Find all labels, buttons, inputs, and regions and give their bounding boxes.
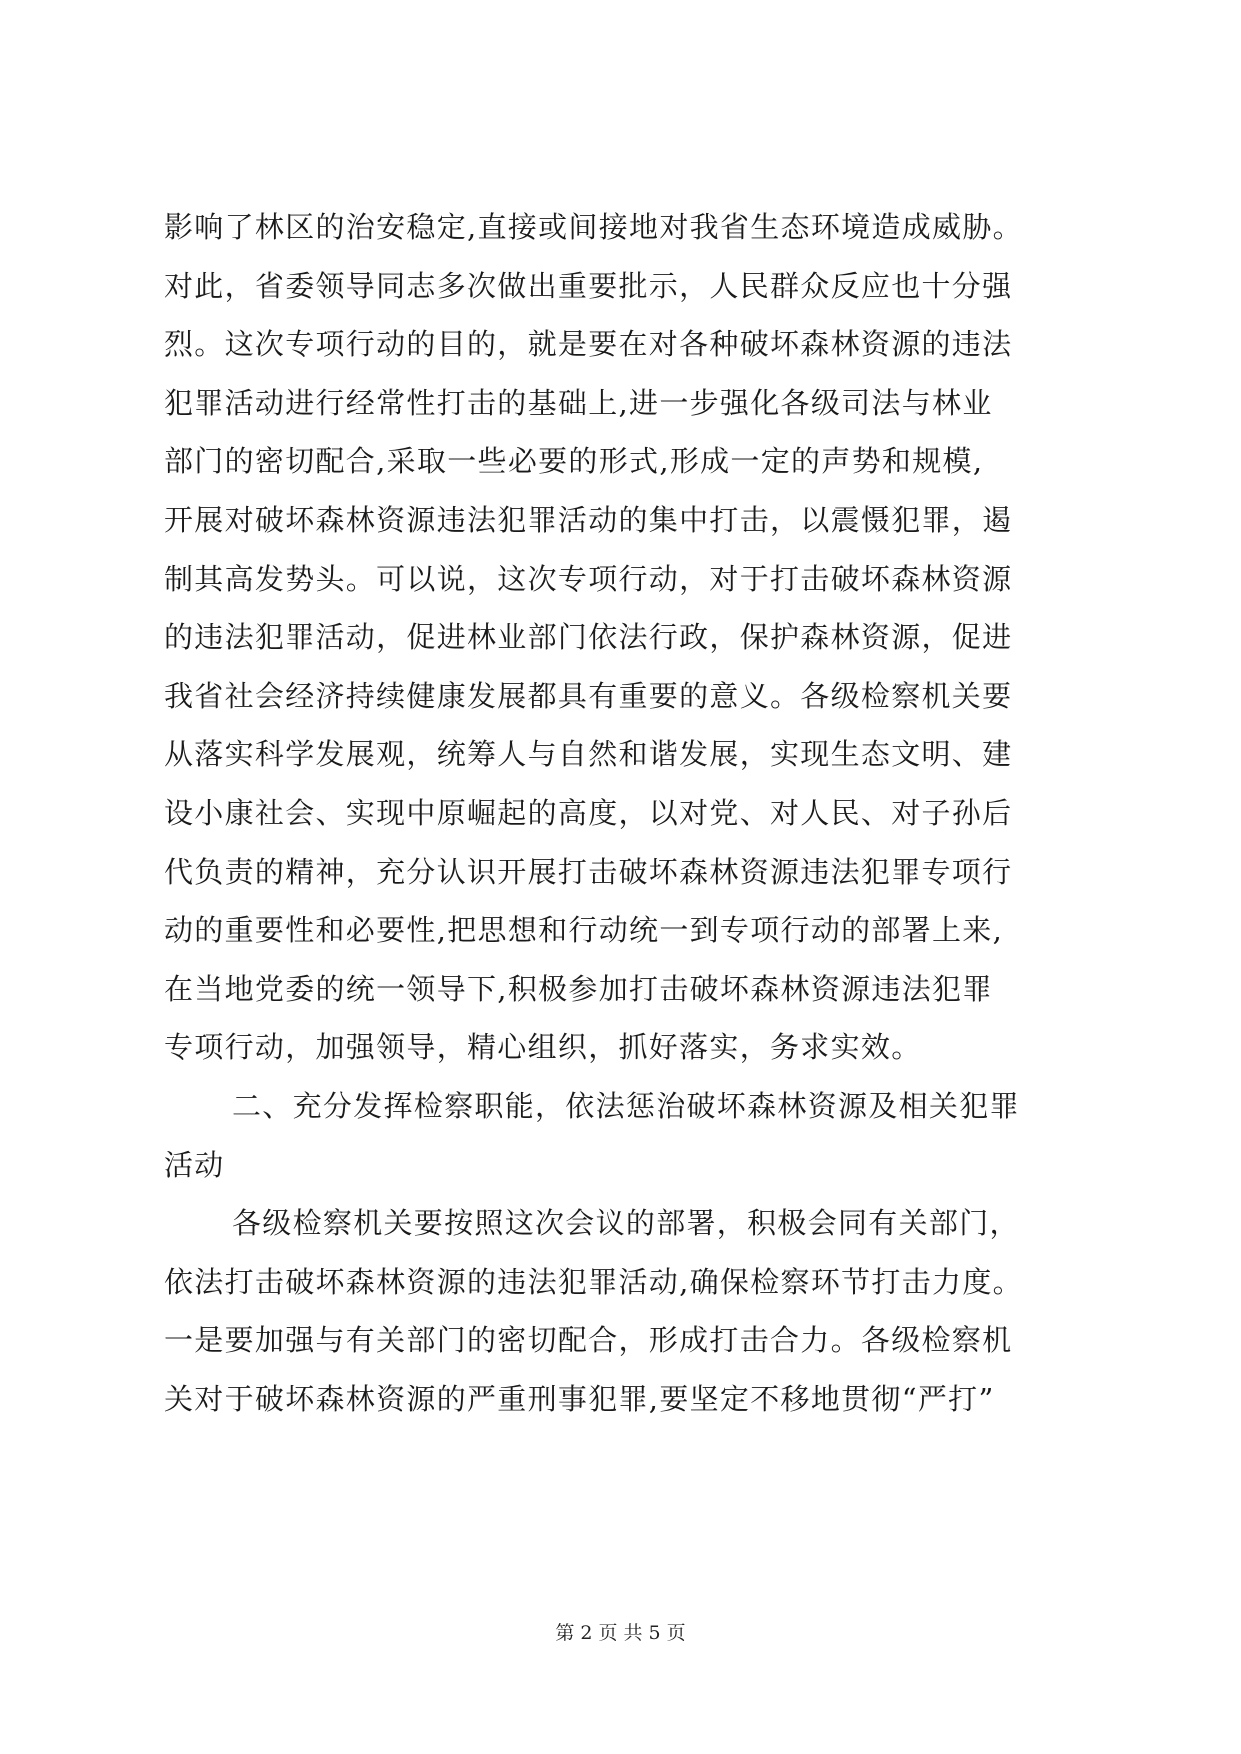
text-line: 活动 xyxy=(164,1147,225,1182)
text-line: 依法打击破坏森林资源的违法犯罪活动,确保检察环节打击力度。 xyxy=(164,1264,1023,1299)
text-line: 代负责的精神，充分认识开展打击破坏森林资源违法犯罪专项行 xyxy=(164,854,1013,889)
text-line: 在当地党委的统一领导下,积极参加打击破坏森林资源违法犯罪 xyxy=(164,971,993,1006)
text-line: 开展对破坏森林资源违法犯罪活动的集中打击，以震慑犯罪，遏 xyxy=(164,503,1013,537)
text-line: 烈。这次专项行动的目的，就是要在对各种破坏森林资源的违法 xyxy=(164,327,1013,362)
text-line: 二、充分发挥检察职能，依法惩治破坏森林资源及相关犯罪 xyxy=(232,1089,1020,1123)
text-line: 部门的密切配合,采取一些必要的形式,形成一定的声势和规模, xyxy=(164,444,984,479)
text-line: 犯罪活动进行经常性打击的基础上,进一步强化各级司法与林业 xyxy=(164,385,993,420)
page-footer: 第 2 页 共 5 页 xyxy=(555,1622,686,1644)
text-line: 我省社会经济持续健康发展都具有重要的意义。各级检察机关要 xyxy=(164,678,1013,713)
text-line: 从落实科学发展观，统筹人与自然和谐发展，实现生态文明、建 xyxy=(164,737,1013,772)
text-line: 各级检察机关要按照这次会议的部署，积极会同有关部门， xyxy=(232,1206,1020,1241)
text-line: 关对于破坏森林资源的严重刑事犯罪,要坚定不移地贯彻“严打” xyxy=(164,1382,995,1416)
text-line: 制其高发势头。可以说，这次专项行动，对于打击破坏森林资源 xyxy=(164,561,1013,596)
text-line: 的违法犯罪活动，促进林业部门依法行政，保护森林资源，促进 xyxy=(164,620,1013,655)
text-line: 对此，省委领导同志多次做出重要批示，人民群众反应也十分强 xyxy=(164,268,1013,303)
text-line: 动的重要性和必要性,把思想和行动统一到专项行动的部署上来, xyxy=(164,913,1004,948)
text-line: 设小康社会、实现中原崛起的高度，以对党、对人民、对子孙后 xyxy=(164,796,1013,830)
text-line: 一是要加强与有关部门的密切配合，形成打击合力。各级检察机 xyxy=(164,1323,1013,1358)
text-line: 影响了林区的治安稳定,直接或间接地对我省生态环境造成威胁。 xyxy=(164,210,1023,244)
text-line: 专项行动，加强领导，精心组织，抓好落实，务求实效。 xyxy=(164,1030,922,1065)
